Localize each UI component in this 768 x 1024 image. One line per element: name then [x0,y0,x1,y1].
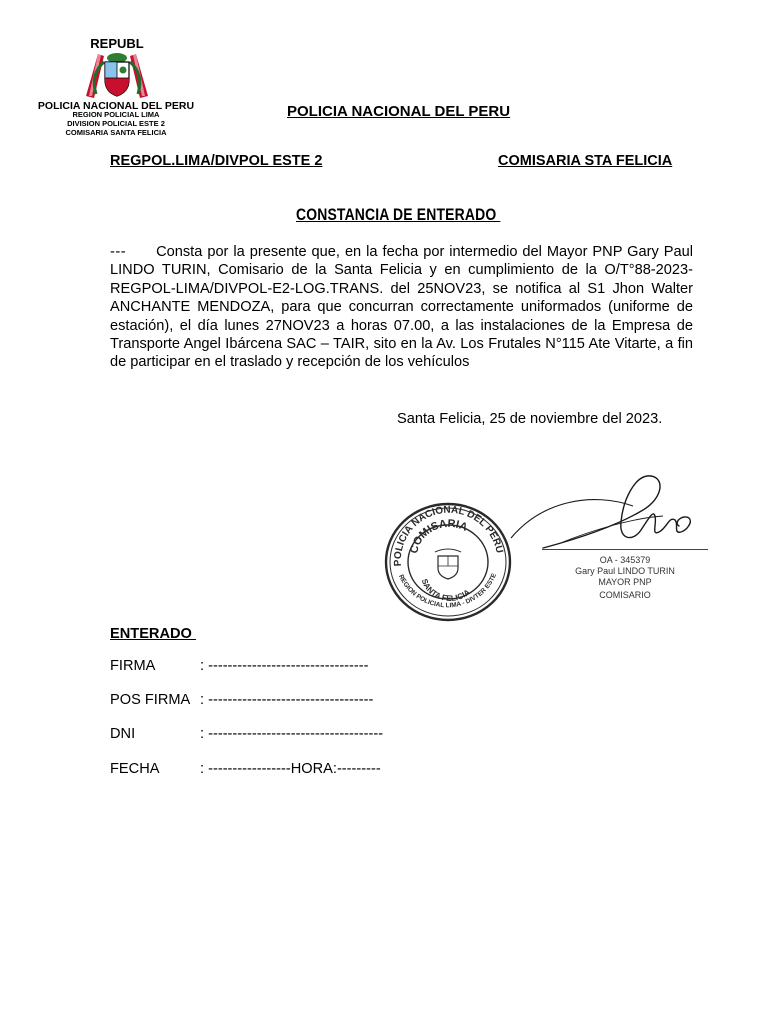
signature-id: OA - 345379 [599,555,651,565]
enterado-heading: ENTERADO [110,626,196,642]
stamp-outer-text: POLICIA NACIONAL DEL PERU [392,504,505,567]
firma-blank: : --------------------------------- [200,658,369,674]
fecha-hora-blank: : -----------------HORA:--------- [200,761,381,777]
document-body [110,243,693,372]
header-comisaria: COMISARIA STA FELICIA [498,153,673,169]
letterhead-station: COMISARIA SANTA FELICIA [65,128,167,137]
pos-firma-label: POS FIRMA [110,692,191,708]
body-lead-dashes: --- [110,244,127,260]
letterhead-division: DIVISION POLICIAL ESTE 2 [67,119,165,128]
document-title: CONSTANCIA DE ENTERADO [296,205,501,224]
header-regpol: REGPOL.LIMA/DIVPOL ESTE 2 [110,153,323,169]
firma-label: FIRMA [110,658,156,674]
firma-field [110,658,368,674]
fecha-field [110,761,381,777]
signature-role: COMISARIO [599,590,651,600]
peru-coat-of-arms-icon [80,34,154,104]
dni-blank: : ------------------------------------ [200,726,384,742]
coat-of-arms-title: REPUBL [90,36,144,51]
dni-field [110,726,383,742]
signature-name: Gary Paul LINDO TURIN [575,566,675,576]
header-institution: POLICIA NACIONAL DEL PERU [287,103,511,120]
pos-firma-blank: : ---------------------------------- [200,692,374,708]
police-seal-icon [383,500,513,624]
stamp-center-bottom-text: SANTA FELICIA [419,577,472,603]
date-line: Santa Felicia, 25 de noviembre del 2023. [397,411,663,427]
letterhead-institution: POLICIA NACIONAL DEL PERU [37,100,195,112]
letterhead-region: REGION POLICIAL LIMA [72,110,160,119]
signature-rank: MAYOR PNP [598,577,652,587]
fecha-label: FECHA [110,761,160,777]
stamp-bottom-ring-text: REGION POLICIAL LIMA - DIVTER ESTE [397,572,499,610]
body-paragraph: Consta por la presente que, en la fecha por intermedio del Mayor PNP Gary Paul LINDO TURIN, Comisario de la Santa Felicia y en cumplimiento de la O/T°88-2023-REGPOL-LIMA/DIVPOL-E2-LOG.TRANS. del 25NOV23, se notifica al S1 Jhon Walter ANCHANTE MENDOZA, para que concurran correctamente uniformados (uniforme de estación), el día lunes 27NOV23 a horas 07.00, a las instalaciones de la Empresa de Transporte Angel Ibárcena SAC – TAIR, sito en la Av. Los Frutales N°115 Ate Vitarte, a fin de participar en el traslado y recepción de los vehículos [110,244,693,371]
pos-firma-field [110,692,373,708]
dni-label: DNI [110,726,136,742]
stamp-inner-text: COMISARIA [408,517,470,555]
signature-line [542,549,708,550]
